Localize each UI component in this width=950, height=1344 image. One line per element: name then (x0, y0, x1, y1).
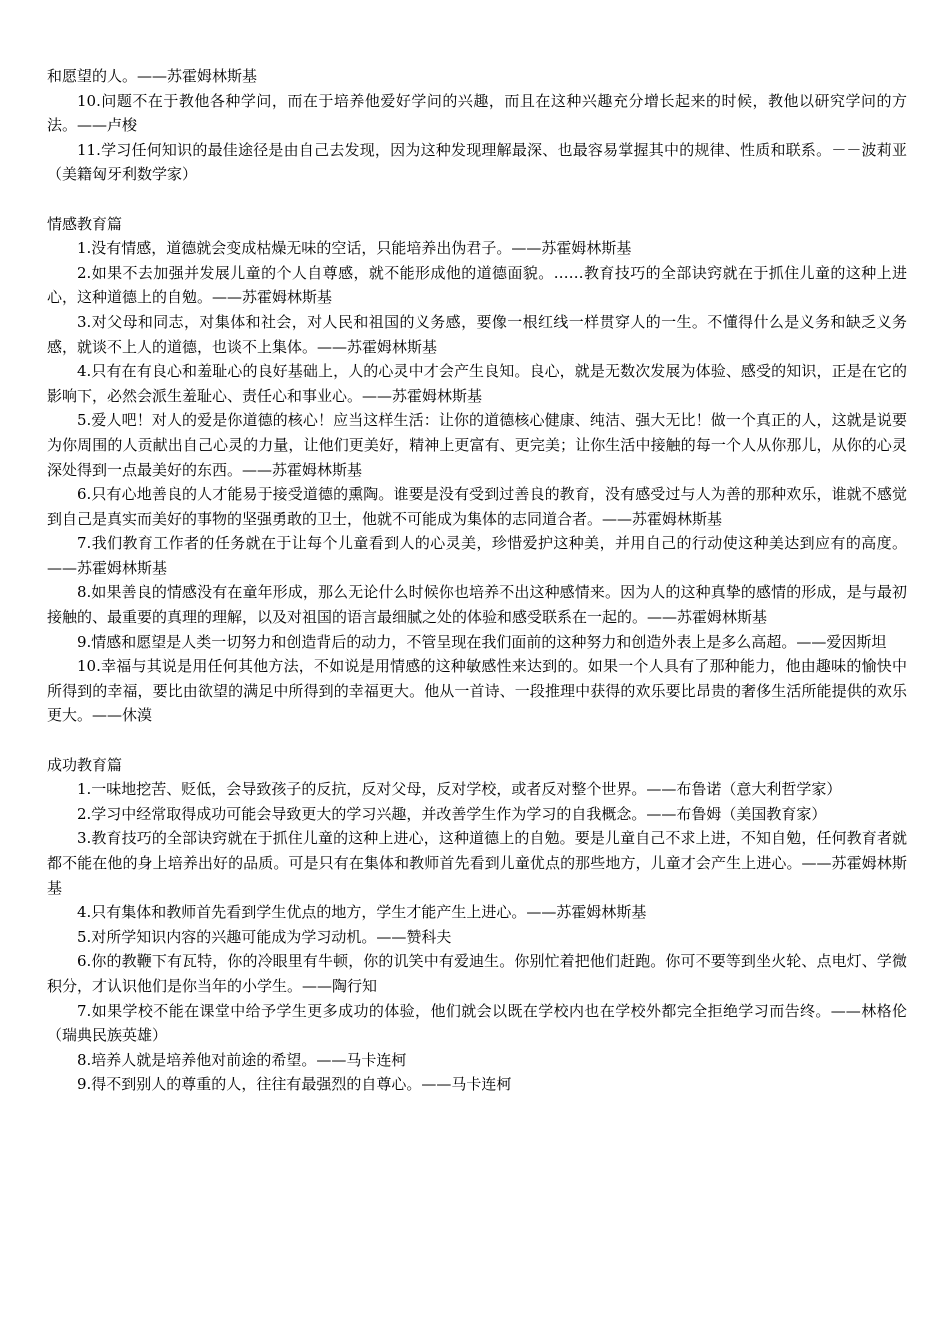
quote-item: 7.我们教育工作者的任务就在于让每个儿童看到人的心灵美，珍惜爱护这种美，并用自己的行动使这种美达到应有的高度。——苏霍姆林斯基 (47, 534, 907, 577)
quote-item: 8.培养人就是培养他对前途的希望。——马卡连柯 (77, 1050, 407, 1069)
quote-item: 9.情感和愿望是人类一切努力和创造背后的动力，不管呈现在我们面前的这种努力和创造外表上是多么高超。——爱因斯坦 (77, 632, 887, 651)
quote-item: 9.得不到别人的尊重的人，往往有最强烈的自尊心。——马卡连柯 (77, 1075, 512, 1094)
section-heading-success: 成功教育篇 (47, 755, 123, 774)
quote-item: 10.问题不在于教他各种学问，而在于培养他爱好学问的兴趣，而且在这种兴趣充分增长起来的时候，教他以研究学问的方法。——卢梭 (47, 91, 907, 135)
intro-continuation: 和愿望的人。——苏霍姆林斯基 (47, 67, 258, 85)
section-spacer (47, 187, 907, 212)
section-heading-emotion: 情感教育篇 (47, 214, 123, 233)
quote-item: 11.学习任何知识的最佳途径是由自己去发现，因为这种发现理解最深、也最容易掌握其中的规律、性质和联系。－－波莉亚（美籍匈牙利数学家） (47, 140, 907, 184)
quote-item: 2.如果不去加强并发展儿童的个人自尊感，就不能形成他的道德面貌。……教育技巧的全部诀窍就在于抓住儿童的这种上进心，这种道德上的自勉。——苏霍姆林斯基 (47, 263, 907, 307)
quote-item: 8.如果善良的情感没有在童年形成，那么无论什么时候你也培养不出这种感情来。因为人的这种真挚的感情的形成，是与最初接触的、最重要的真理的理解，以及对祖国的语言最细腻之处的体验和感受联系在一起的。——苏霍姆林斯基 (47, 583, 907, 627)
quote-item: 3.对父母和同志，对集体和社会，对人民和祖国的义务感，要像一根红线一样贯穿人的一生。不懂得什么是义务和缺乏义务感，就谈不上人的道德，也谈不上集体。——苏霍姆林斯基 (47, 312, 907, 356)
quote-item: 3.教育技巧的全部诀窍就在于抓住儿童的这种上进心，这种道德上的自勉。要是儿童自己不求上进，不知自勉，任何教育者就都不能在他的身上培养出好的品质。可是只有在集体和教师首先看到儿童优点的那些地方，儿童才会产生上进心。——苏霍姆林斯基 (47, 829, 907, 897)
quote-item: 5.对所学知识内容的兴趣可能成为学习动机。——赞科夫 (77, 927, 452, 946)
quote-item: 2.学习中经常取得成功可能会导致更大的学习兴趣，并改善学生作为学习的自我概念。——布鲁姆（美国教育家） (77, 804, 827, 823)
quote-item: 4.只有集体和教师首先看到学生优点的地方，学生才能产生上进心。——苏霍姆林斯基 (77, 903, 647, 922)
quote-item: 6.只有心地善良的人才能易于接受道德的熏陶。谁要是没有受到过善良的教育，没有感受过与人为善的那种欢乐，谁就不感觉到自己是真实而美好的事物的坚强勇敢的卫士，他就不可能成为集体的志同道合者。——苏霍姆林斯基 (47, 485, 907, 528)
document-page (47, 64, 907, 1097)
quote-item: 1.一味地挖苦、贬低，会导致孩子的反抗，反对父母，反对学校，或者反对整个世界。——布鲁诺（意大利哲学家） (77, 780, 842, 799)
quote-item: 7.如果学校不能在课堂中给予学生更多成功的体验，他们就会以既在学校内也在学校外都完全拒绝学习而告终。——林格伦（瑞典民族英雄） (47, 1001, 907, 1045)
section-spacer (47, 728, 907, 753)
quote-item: 4.只有在有良心和羞耻心的良好基础上，人的心灵中才会产生良知。良心，就是无数次发展为体验、感受的知识，正是在它的影响下，必然会派生羞耻心、责任心和事业心。——苏霍姆林斯基 (47, 362, 907, 405)
quote-item: 10.幸福与其说是用任何其他方法，不如说是用情感的这种敏感性来达到的。如果一个人具有了那种能力，他由趣味的愉快中所得到的幸福，要比由欲望的满足中所得到的幸福更大。他从一首诗、一段推理中获得的欢乐要比昂贵的奢侈生活所能提供的欢乐更大。——休漠 (47, 657, 907, 725)
quote-item: 5.爱人吧！对人的爱是你道德的核心！应当这样生活：让你的道德核心健康、纯洁、强大无比！做一个真正的人，这就是说要为你周围的人贡献出自己心灵的力量，让他们更美好，精神上更富有、更完美；让你生活中接触的每一个人从你那儿，从你的心灵深处得到一点最美好的东西。——苏霍姆林斯基 (47, 411, 907, 479)
quote-item: 1.没有情感，道德就会变成枯燥无味的空话，只能培养出伪君子。——苏霍姆林斯基 (77, 239, 632, 258)
quote-item: 6.你的教鞭下有瓦特，你的冷眼里有牛顿，你的讥笑中有爱迪生。你别忙着把他们赶跑。你可不要等到坐火轮、点电灯、学微积分，才认识他们是你当年的小学生。——陶行知 (47, 952, 907, 995)
